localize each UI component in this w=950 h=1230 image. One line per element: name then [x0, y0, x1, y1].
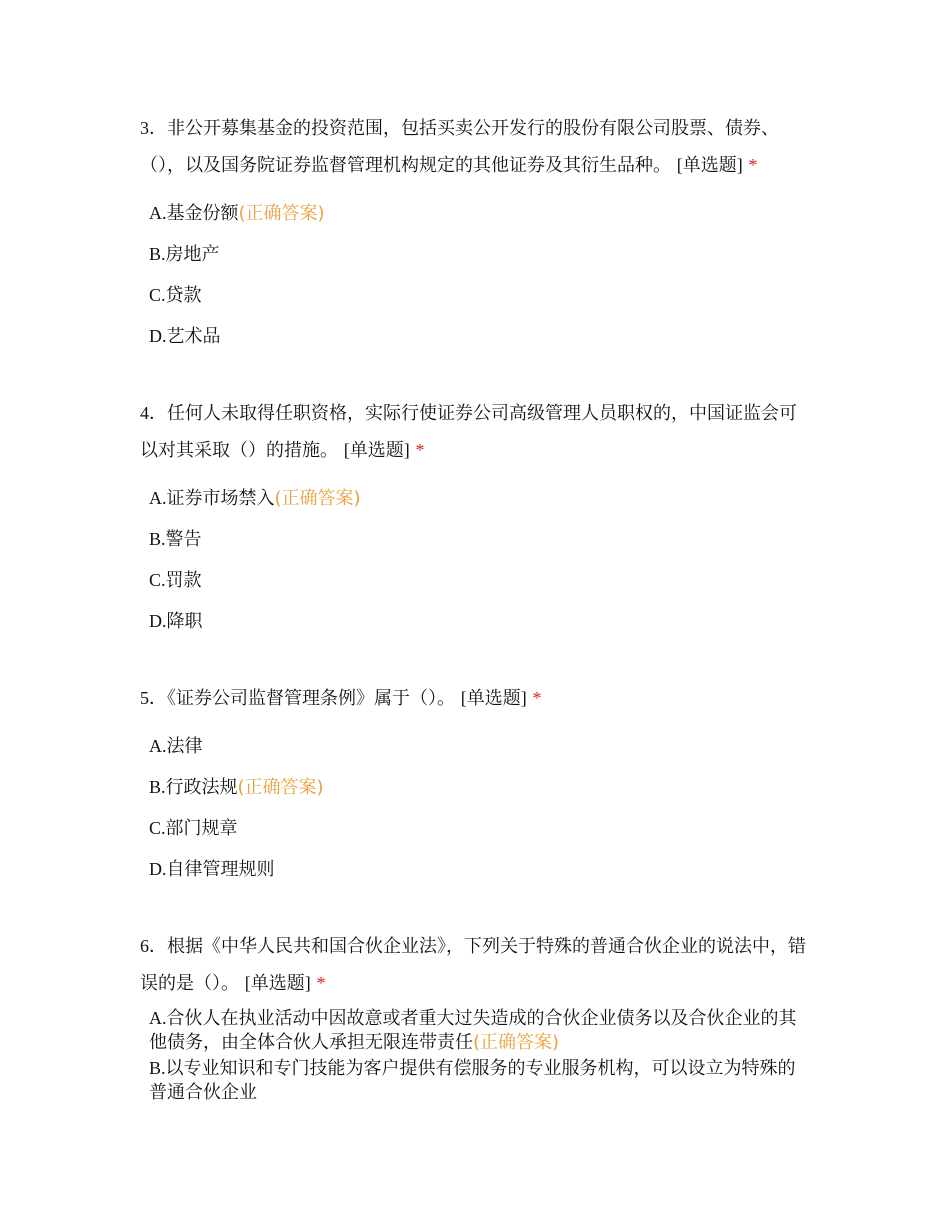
question-3	[140, 110, 810, 357]
question-stem	[140, 110, 810, 184]
correct-answer-mark: (正确答案)	[473, 1032, 560, 1053]
option-letter: B.	[149, 244, 166, 264]
option-letter: D.	[149, 326, 167, 346]
option-text: 法律	[166, 736, 203, 757]
option-text: 降职	[166, 611, 203, 632]
option-text: 艺术品	[166, 326, 221, 347]
question-type-label: [单选题]	[343, 440, 410, 460]
required-star: *	[748, 155, 758, 175]
option-a	[149, 1006, 810, 1055]
question-type-label: [单选题]	[244, 973, 311, 993]
option-c	[149, 275, 810, 316]
option-text: 贷款	[165, 285, 202, 306]
option-letter: C.	[149, 818, 166, 838]
required-star: *	[415, 440, 425, 460]
option-a	[149, 478, 810, 519]
question-text: 任何人未取得任职资格，实际行使证券公司高级管理人员职权的，中国证监会可以对其采取（）的措施。	[140, 403, 797, 461]
option-list	[149, 1006, 810, 1105]
question-text: 根据《中华人民共和国合伙企业法》，下列关于特殊的普通合伙企业的说法中，错误的是（）。	[140, 936, 806, 994]
option-a	[149, 726, 810, 767]
option-d	[149, 601, 810, 642]
correct-answer-mark: (正确答案)	[238, 203, 325, 224]
option-list	[149, 193, 810, 357]
option-text: 警告	[165, 529, 202, 550]
correct-answer-mark: (正确答案)	[237, 777, 324, 798]
option-text: 自律管理规则	[166, 859, 275, 880]
option-letter: B.	[149, 1058, 166, 1078]
option-letter: B.	[149, 777, 166, 797]
question-number: 4．	[140, 403, 167, 423]
document-page	[140, 110, 810, 1106]
option-text: 部门规章	[165, 818, 238, 839]
question-number: 6．	[140, 936, 167, 956]
option-text: 基金份额	[166, 203, 239, 224]
option-c	[149, 560, 810, 601]
option-text: 房地产	[165, 244, 220, 265]
question-stem	[140, 395, 810, 469]
option-d	[149, 316, 810, 357]
option-letter: A.	[149, 488, 167, 508]
option-text: 罚款	[165, 570, 202, 591]
correct-answer-mark: (正确答案)	[274, 488, 361, 509]
option-letter: A.	[149, 1008, 167, 1028]
option-text: 行政法规	[165, 777, 238, 798]
option-b	[149, 519, 810, 560]
option-list	[149, 478, 810, 642]
option-b	[149, 1056, 810, 1105]
required-star: *	[316, 973, 326, 993]
question-type-label: [单选题]	[460, 688, 527, 708]
option-letter: D.	[149, 859, 167, 879]
question-number: 5．	[140, 688, 167, 708]
question-4	[140, 395, 810, 642]
option-letter: C.	[149, 285, 166, 305]
option-a	[149, 193, 810, 234]
question-stem	[140, 928, 810, 1002]
option-b	[149, 234, 810, 275]
required-star: *	[532, 688, 542, 708]
question-text: 《证券公司监督管理条例》属于（）。	[167, 688, 455, 709]
option-text: 合伙人在执业活动中因故意或者重大过失造成的合伙企业债务以及合伙企业的其他债务，由全体合伙人承担无限连带责任	[149, 1008, 797, 1053]
option-text: 证券市场禁入	[166, 488, 275, 509]
option-d	[149, 849, 810, 890]
option-b	[149, 767, 810, 808]
option-letter: A.	[149, 736, 167, 756]
question-5	[140, 680, 810, 890]
question-stem	[140, 680, 810, 717]
option-c	[149, 808, 810, 849]
question-text: 非公开募集基金的投资范围，包括买卖公开发行的股份有限公司股票、债券、（），以及国务院证券监督管理机构规定的其他证券及其衍生品种。	[140, 118, 779, 176]
option-letter: C.	[149, 570, 166, 590]
option-letter: D.	[149, 611, 167, 631]
option-text: 以专业知识和专门技能为客户提供有偿服务的专业服务机构，可以设立为特殊的普通合伙企业	[149, 1058, 796, 1103]
question-type-label: [单选题]	[676, 155, 743, 175]
option-letter: B.	[149, 529, 166, 549]
question-number: 3．	[140, 118, 167, 138]
question-6	[140, 928, 810, 1105]
option-letter: A.	[149, 203, 167, 223]
option-list	[149, 726, 810, 890]
